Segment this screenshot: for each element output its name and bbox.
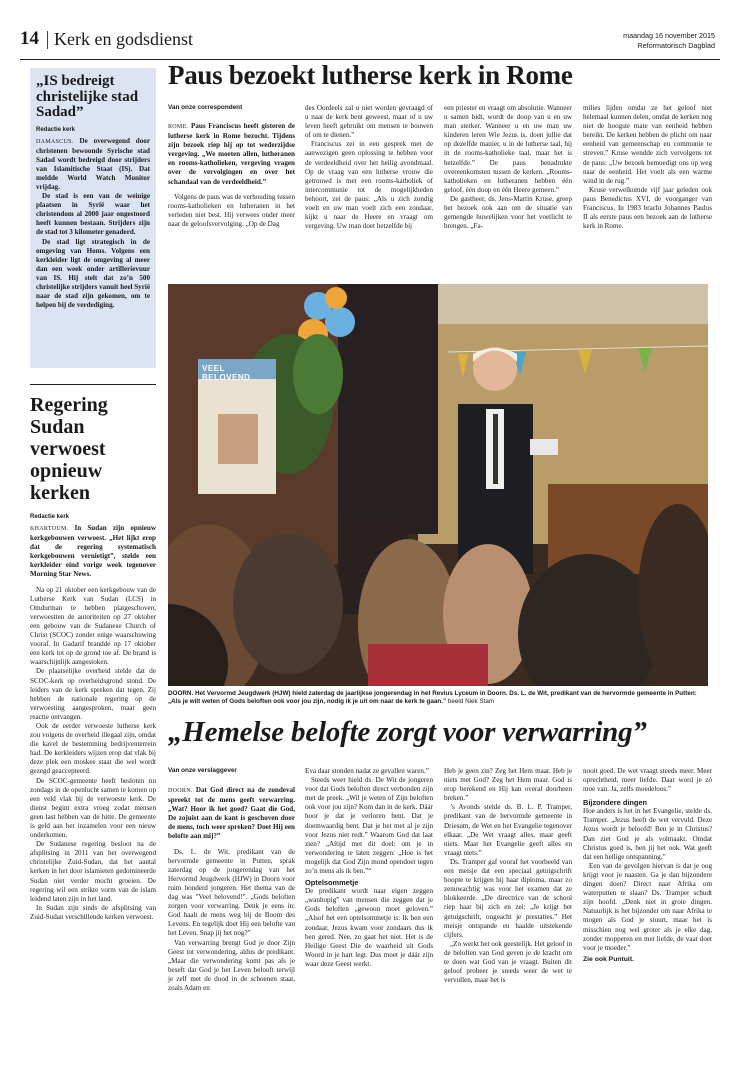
sidebar-rule xyxy=(30,384,156,385)
article1-col4 xyxy=(583,104,712,231)
article1-byline: Van onze correspondent xyxy=(168,104,243,111)
article1-col1 xyxy=(168,122,295,229)
article2-lead: Dat God direct na de zondeval spreekt tot de mens geeft verwarring. „Wat? Hoor ik het goed? Gaat die God, De zojuist aan de kant is geschoven door de mens, toch weer spreken? Doet Hij een belofte aan mij?” xyxy=(168,786,296,841)
sidebar-sudan-p6: In Sudan zijn sinds de afsplitsing van Zuid-Sudan verschillende kerken verwoest. xyxy=(30,903,156,921)
sidebar-sudan-dateline: KHARTOUM. xyxy=(30,526,69,532)
article2-col1-p3: Van verwarring brengt God je door Zijn Geest tot verwondering, aldus de predikant. „Maar die verwondering komt pas als je beseft dat God je het Leven belooft terwijl je zelf met de dood in de schoenen staat, zoals Adam en xyxy=(168,938,295,992)
sidebar-sudan-p3: Ook de eerder verwoeste lutherse kerk zou volgens de overheid illegaal zijn, omdat die kavel de bestemming bedrijventerrein had. De kerkleiders wijzen erop dat vlak bij deze plek een moskee staat die wel wordt gezegd geaccepteerd. xyxy=(30,721,156,776)
article2-dateline: DOORN. xyxy=(168,788,193,794)
article2-col1 xyxy=(168,786,295,993)
sidebar-sudan-p5: De Sudanese regering besloot na de afsplitsing in 2011 van het overwegend christelijke Zuid-Sudan, dat het aantal kerken in het door islamieten gedomineerde Sudan niet verder mocht groeien. De regering wil een strikte vorm van de islam leidend laten zijn in het land. xyxy=(30,840,156,903)
article2-col3-p3: Ds. Tramper gaf vooraf het voorbeeld van een meisje dat een speciaal getuigschrift hoopte te krijgen bij haar diploma, maar zo zenuwachtig was voor het examen dat ze blokkeerde. „De directrice van de school riep haar bij zich en zei: „Je krijgt het getuigschrift, ongeacht je prestaties.” Het meisje ontspande en haalde uitstekende cijfers. xyxy=(444,857,572,939)
sidebar-syria-dateline: DAMASCUS. xyxy=(36,138,74,145)
article2-subhead-2: Bijzondere dingen xyxy=(583,798,648,808)
masthead-divider xyxy=(47,31,48,49)
sidebar-syria-p3: De stad ligt strategisch in de omgeving van Homs. Volgens een kerkleider ligt de omgeving al meer dan een week onder artillerievuur van IS. Hij stelt dat zo’n 500 christelijke strijders vanuit heel Syrië naar de stad zijn gekomen, om te helpen bij de verdediging. xyxy=(36,237,150,310)
sidebar-sudan-p2: De plaatselijke overheid stelde dat de SCOC-kerk op overheidsgrond stond. De leiders van de kerk spreken dat tegen. Zij hebben de nationale regering op de verwoesting aangesproken, maar geen reactie ontvangen. xyxy=(30,667,156,721)
article1-dateline: ROME. xyxy=(168,124,189,130)
sidebar-syria-headline: „IS bedreigt christelijke stad Sadad” xyxy=(36,73,139,120)
article2-col2 xyxy=(305,767,433,969)
article2-col2-p1: Eva daar stonden nadat ze gevallen waren.” xyxy=(305,767,429,775)
page-number: 14 xyxy=(20,28,39,49)
sidebar-sudan-p4: De SCOC-gemeente heeft besloten nu zondags in de openlucht samen te komen op een veld vlak bij de verwoeste kerk. De dienst begint extra vroeg zodat mensen geen last hebben van de hitte. De gemeente is geld aan het inzamelen voor een nieuw onderkomen. xyxy=(30,776,156,840)
article1-col1-p2: Volgens de paus was de verhouding tussen rooms-katholieken en lutheranen in het verleden niet best. Hij verwees onder meer naar de geloofsvervolging. „Op de Dag xyxy=(168,192,295,228)
article2-headline: „Hemelse belofte zorgt voor verwarring” xyxy=(168,716,647,748)
article2-col4 xyxy=(583,767,712,963)
sidebar-sudan-lead: In Sudan zijn opnieuw kerkgebouwen verwoest. „Het lijkt erop dat de regering systematisch kerkgebouwen vernietigt”, stelde een kerkleider eind vorige week tegenover Morning Star News. xyxy=(30,524,156,579)
photo-caption-text: Het Vervormd Jeugdwerk (HJW) hield zaterdag de jaarlijkse jongerendag in het Revius Lyceum in Doorn. Ds. L. de Wit, predikant van de hervormde gemeente in Putten: „Als je wilt weten of Gods beloften ook voor jou zijn, nodig ik je uit om naar de kerk te gaan.” xyxy=(168,690,697,706)
article2-col3-p1: Heb je geen zin? Zeg het Hem maar. Heb je niets met God? Zeg het Hem maar. God is erop berekend en Hij kan overal doorheen breken.” xyxy=(444,767,572,803)
article2-col2-p2: Steeds weer hield ds. De Wit de jongeren voor dat Gods beloften direct verbonden zijn met de preek. „Wil je weten of Zijn beloften ook voor jou zijn? Kom dan in de kerk. Dáár hoor je dat je verloren bent. Dat je doemwaardig bent. Dat je het met al je zijn voor Jezus niet redt.” Waarom God dat laat zien? „Altijd met dit doel: om je in verwondering te laten zeggen: „Hoe is het mogelijk dat God Zijn mond opendoet tegen zo’n mens als ik ben.”“ xyxy=(305,776,433,876)
event-photo xyxy=(168,284,708,686)
sidebar-syria-lead: De overwegend door christenen bewoonde Syrische stad Sadad wordt bedreigd door strijders van Islamitische Staat (IS). Dat meldde World Watch Monitor vrijdag. xyxy=(36,136,150,191)
article1-col4-p2: Kruse verwelkomde vijf jaar geleden ook paus Benedictus XVI, de voorganger van Franciscus. In 1983 bracht Johannes Paulus II als eerste paus een bezoek aan de lutherse kerk in Rome. xyxy=(583,185,712,231)
article1-col2-p2: Franciscus zei in een gesprek met de aanwezigen geen oplossing te hebben voor de verdeeldheid over het heilig avondmaal. Op de vraag van een lutherse vrouw die getrouwd is met een rooms-katholiek of intercommunie tot de mogelijkheden behoort, zei de paus: „Als u zich zondig voelt en uw man voelt zich een zondaar, kijkt u naar de Heere en vraagt om vergeving. Uw man doet hetzelfde bij xyxy=(305,140,433,231)
article1-headline: Paus bezoekt lutherse kerk in Rome xyxy=(168,60,573,90)
article2-col3-p4: „Zo werkt het ook geestelijk. Het geloof in de beloften van God geven je de kracht om te doen wat God van je vraagt. Buiten dit geloof probeer je steeds weer de wet te vervullen, maar het is xyxy=(444,939,572,985)
article2-subhead-1: Optelsommetje xyxy=(305,878,359,888)
article2-byline: Van onze verslaggever xyxy=(168,767,237,774)
masthead-date: maandag 16 november 2015 xyxy=(623,31,715,40)
article1-col2-p1: des Oordeels zal u niet worden gevraagd of u naar de kerk bent geweest, maar of u uw leven heeft gebruikt om mensen te bouwen of om te dienen.” xyxy=(305,104,433,140)
masthead xyxy=(20,22,720,58)
article2-col1-p2: Ds. L. de Wit, predikant van de hervormde gemeente in Putten, sprak zaterdag op de jongerendag van het Hervormd Jeugdwerk (HJW) in Doorn voor ruim honderd jongeren. Het thema van de dag was "Veel belovend!". „Gods beloften zorgen voor verwarring. Denk je eens in: God haalt de mens weg bij de Boom des Levens. En tegelijk doet Hij een belofte van het Leven. Snap jij het nog?” xyxy=(168,847,295,938)
article1-lead: Paus Franciscus heeft gisteren de lutherse kerk in Rome bezocht. Tijdens zijn bezoek riep hij op tot wederzijdse vergeving. „We moeten allen, lutheranen en rooms-katholieken, vergeving vragen over de vervolgingen en over het schandaal van de verdeeldheid.” xyxy=(168,122,295,186)
sidebar-sudan-byline: Redactie kerk xyxy=(30,514,70,520)
article1-col3-p2: De gastheer, ds. Jens-Martin Kruse, greep het bezoek ook aan om de situatie van gemengde huwelijken voor het voetlicht te brengen. „Fa- xyxy=(444,194,572,231)
article1-col3 xyxy=(444,104,572,231)
photo-credit: beeld Niek Stam xyxy=(447,698,495,706)
article1-col3-p1: een priester en vraagt om absolutie. Wanneer u samen bidt, wordt de doop van u en uw man sterker. Wanneer u en uw man uw kinderen leren Wie Jezus is, doen jullie dat op dezelfde manier, u in de lutherse taal, hij in de rooms-katholieke taal, maar het is hetzelfde.” De paus benadrukte overeenkomsten tussen de kerken. „Rooms-katholieken en lutheranen hebben één geloof, één doop en één Heere gemeen.” xyxy=(444,104,572,194)
photo-caption-place: DOORN. xyxy=(168,690,194,697)
article1-col4-p1: milies lijden omdat ze het geloof niet helemaal kunnen delen, omdat de kerken nog niet de hoogste mate van eenheid hebben bereikt. De kerken hebben de plicht om naar eenheid van gemeenschap en communie te streven.” Kruse wendde zich vervolgens tot de paus: „Uw bezoek bemoedigt ons op weg naar de eenheid. Het voelt als een warme wind in de rug.” xyxy=(583,104,712,185)
section-title: Kerk en godsdienst xyxy=(54,29,193,49)
sidebar-sudan-headline: Regering Sudan verwoest opnieuw kerken xyxy=(30,394,108,504)
article1-col2 xyxy=(305,104,433,231)
article2-col2-p3: De predikant wordt naar eigen zeggen „wanhopig” van mensen die zeggen dat je Gods beloften „gewoon moet geloven.” „Alsof het een optelsommetje is: Ik ben een zondaar, Jezus kwam voor zondaars dus ik ben gered. Nee, zo gaat het niet. Het is de Heilige Geest Die de waarheid uit Gods Woord in je hart legt. Dus moet je dáár zijn waar deze Geest werkt. xyxy=(305,887,433,968)
photo-banner-text: VEEL BELOVEND xyxy=(202,364,251,382)
article2-col3-p2: ’s Avonds stelde ds. B. L. P. Tramper, predikant van de hervormde gemeente in Driesum, de Wet en het Evangelie tegenover elkaar. „De Wet vraagt alles, maar geeft niets. Maar het Evangelie geeft alles en vraagt niets.” xyxy=(444,803,572,857)
sidebar-syria-p2: De stad is een van de weinige plaatsen in Syrië waar het christendom al 2000 jaar ongestoord heeft kunnen bestaan. Strijders zijn de stad tot 3 kilometer genaderd. xyxy=(36,192,150,237)
sidebar-sudan-p1: Na op 21 oktober een kerkgebouw van de Lutherse Kerk van Sudan (LCS) in Omdurman te hebben platgeschoven, verwoestten de autoriteiten op 27 oktober een gebouw van de Sudanese Church of Christ (SCOC) zonder enige waarschuwing vooraf. In Gadarif brandde op 17 oktober een kerk tot op de grond toe af. De brand is waarschijnlijk aangestoken. xyxy=(30,585,156,667)
sidebar-sudan xyxy=(30,394,156,922)
sidebar-syria xyxy=(30,68,156,368)
article2-col4-p3: Een van de gevolgen hiervan is dat je oog krijgt voor je naasten. Ga je dan bijzondere dingen doen? Direct naar Afrika om waterputten te slaan? Ds. Tramper schudt zijn hoofd. „Denk niet in grote dingen. Natuurlijk is het bijzonder om naar Afrika te mogen als God je stuurt, maar het is misschien nog wel groter als je elke dag, zonder mopperen en met liefde, de vaat doet voor je moeder.” xyxy=(583,861,712,952)
photo-caption xyxy=(168,690,708,706)
article2-col4-p1: nooit goed. De wet vraagt steeds meer. Meer oprechtheid, meer liefde. Daar word je zó moe van. Ja, zelfs moedeloos.” xyxy=(583,767,712,794)
masthead-paper: Reformatorisch Dagblad xyxy=(637,41,715,50)
sidebar-syria-byline: Redactie kerk xyxy=(36,126,76,133)
article2-col4-p2: Hoe anders is het in het Evangelie, stelde ds. Tramper. „Jezus heeft de wet vervuld. Deze Jezus wordt je beloofd! Ben je in Christus? Dan ziet God je als volmaakt. Omdat Christus goed is, ben jij het ook. Wat geeft dat een heilige ontspanning.” xyxy=(583,807,712,861)
article2-col3 xyxy=(444,767,572,985)
article2-see-also: Zie ook Puntuit. xyxy=(583,955,634,963)
photo-illustration xyxy=(168,284,708,686)
